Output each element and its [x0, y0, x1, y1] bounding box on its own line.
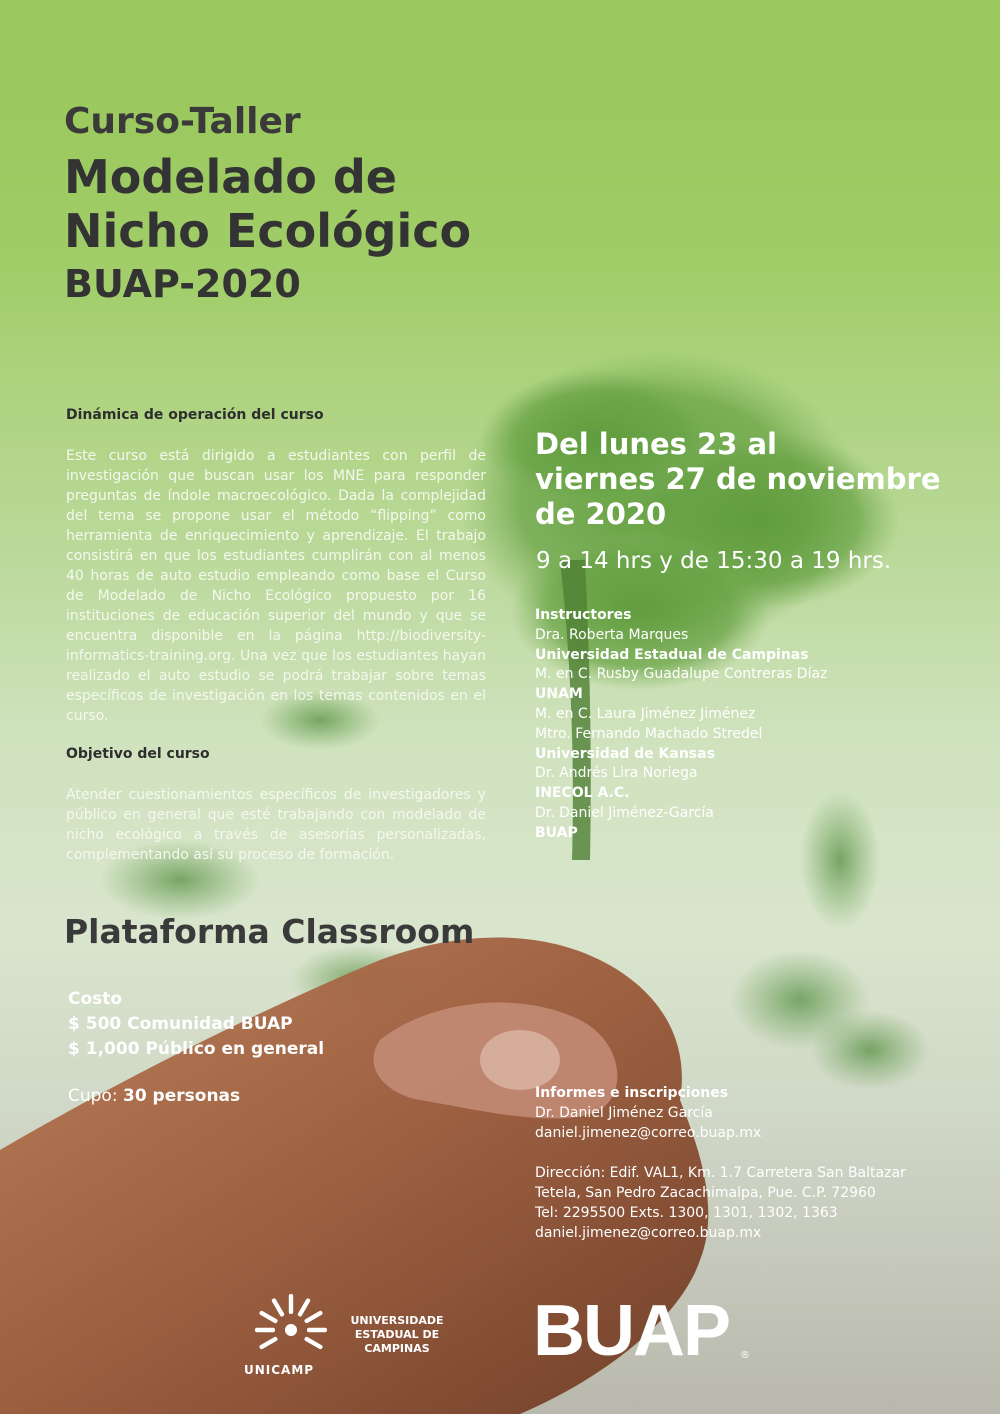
dates-line1: Del lunes 23 al [535, 427, 777, 461]
dynamics-heading: Dinámica de operación del curso [66, 407, 324, 423]
unicamp-name [342, 1314, 452, 1356]
instructor-line: Dr. Andrés Lira Noriega [535, 765, 698, 782]
dynamics-text: Este curso está dirigido a estudiantes con perfil de investigación que buscan usar los MNE para responder preguntas de índole macroecológico. Dada la complejidad del tema se propone usar el método “flipping” como herramienta de enriquecimiento y aprendizaje. El trabajo consistirá en que los estudiantes cumplirán con al menos 40 horas de auto estudio empleando como base el Curso de Modelado de Nicho Ecológico propuesto por 16 instituciones de educación superior del mundo y que se encuentra disponible en la página http://biodiversity-informatics-training.org. Una vez que los estudiantes hayan realizado el auto estudio se podrá trabajar sobre temas específicos de investigación en los temas contenidos en el curso. [66, 448, 486, 724]
institution-line: INECOL A.C. [535, 785, 630, 802]
instructor-line: M. en C. Laura Jiménez Jiménez [535, 705, 756, 722]
course-hours: 9 a 14 hrs y de 15:30 a 19 hrs. [536, 548, 892, 574]
instructors-heading: Instructores [535, 607, 632, 623]
instructor-line: Dra. Roberta Marques [535, 626, 689, 643]
institution-line: BUAP [535, 824, 578, 841]
platform-title: Plataforma Classroom [64, 912, 475, 951]
course-title-line2: Nicho Ecológico [64, 204, 472, 258]
contact-heading: Informes e inscripciones [535, 1085, 729, 1101]
cost-line: $ 1,000 Público en general [68, 1039, 325, 1059]
unicamp-name-line1: UNIVERSIDADE [350, 1314, 444, 1327]
contact-phone: Tel: 2295500 Exts. 1300, 1301, 1302, 1363 [535, 1205, 838, 1221]
instructor-line: M. en C. Rusby Guadalupe Contreras Díaz [535, 666, 828, 683]
cost-block [68, 987, 324, 1062]
instructor-line: Mtro. Fernando Machado Stredel [535, 725, 763, 742]
institution-line: Universidad de Kansas [535, 745, 715, 762]
course-kicker: Curso-Taller [64, 101, 301, 142]
unicamp-logo-icon [246, 1290, 336, 1364]
course-dates [535, 427, 965, 532]
contact-address-line2: Tetela, San Pedro Zacachimalpa, Pue. C.P. 72960 [535, 1185, 876, 1201]
dates-line3: de 2020 [535, 497, 667, 531]
unicamp-name-line3: CAMPINAS [364, 1342, 430, 1355]
institution-line: Universidad Estadual de Campinas [535, 646, 809, 663]
instructors-list [535, 606, 955, 844]
buap-logo: BUAP [533, 1291, 730, 1371]
course-title-line1: Modelado de [64, 150, 397, 204]
course-title [64, 150, 584, 258]
objective-heading: Objetivo del curso [66, 746, 210, 762]
capacity-label: Cupo: [68, 1086, 118, 1106]
contact-email-secondary[interactable]: daniel.jimenez@correo.buap.mx [535, 1225, 762, 1241]
cost-line: $ 500 Comunidad BUAP [68, 1014, 293, 1034]
dates-line2: viernes 27 de noviembre [535, 462, 941, 496]
registered-mark: ® [740, 1350, 750, 1361]
objective-text: Atender cuestionamientos específicos de investigadores y público en general que esté trabajando con modelado de nicho ecológico a través de asesorías personalizadas, complementando así su proceso de formación. [66, 787, 486, 863]
cost-heading: Costo [68, 989, 123, 1009]
contact-block [535, 1083, 975, 1243]
contact-email[interactable]: daniel.jimenez@correo.buap.mx [535, 1125, 762, 1141]
unicamp-name-line2: ESTADUAL DE [354, 1328, 440, 1341]
contact-name: Dr. Daniel Jiménez García [535, 1105, 713, 1121]
instructor-line: Dr. Daniel Jiménez-García [535, 804, 714, 821]
institution-line: UNAM [535, 686, 583, 703]
capacity [68, 1086, 240, 1106]
contact-address-line1: Dirección: Edif. VAL1, Km. 1.7 Carretera San Baltazar [535, 1165, 906, 1181]
capacity-value: 30 personas [122, 1086, 241, 1106]
unicamp-wordmark: UNICAMP [244, 1363, 315, 1377]
course-year: BUAP-2020 [64, 262, 301, 306]
